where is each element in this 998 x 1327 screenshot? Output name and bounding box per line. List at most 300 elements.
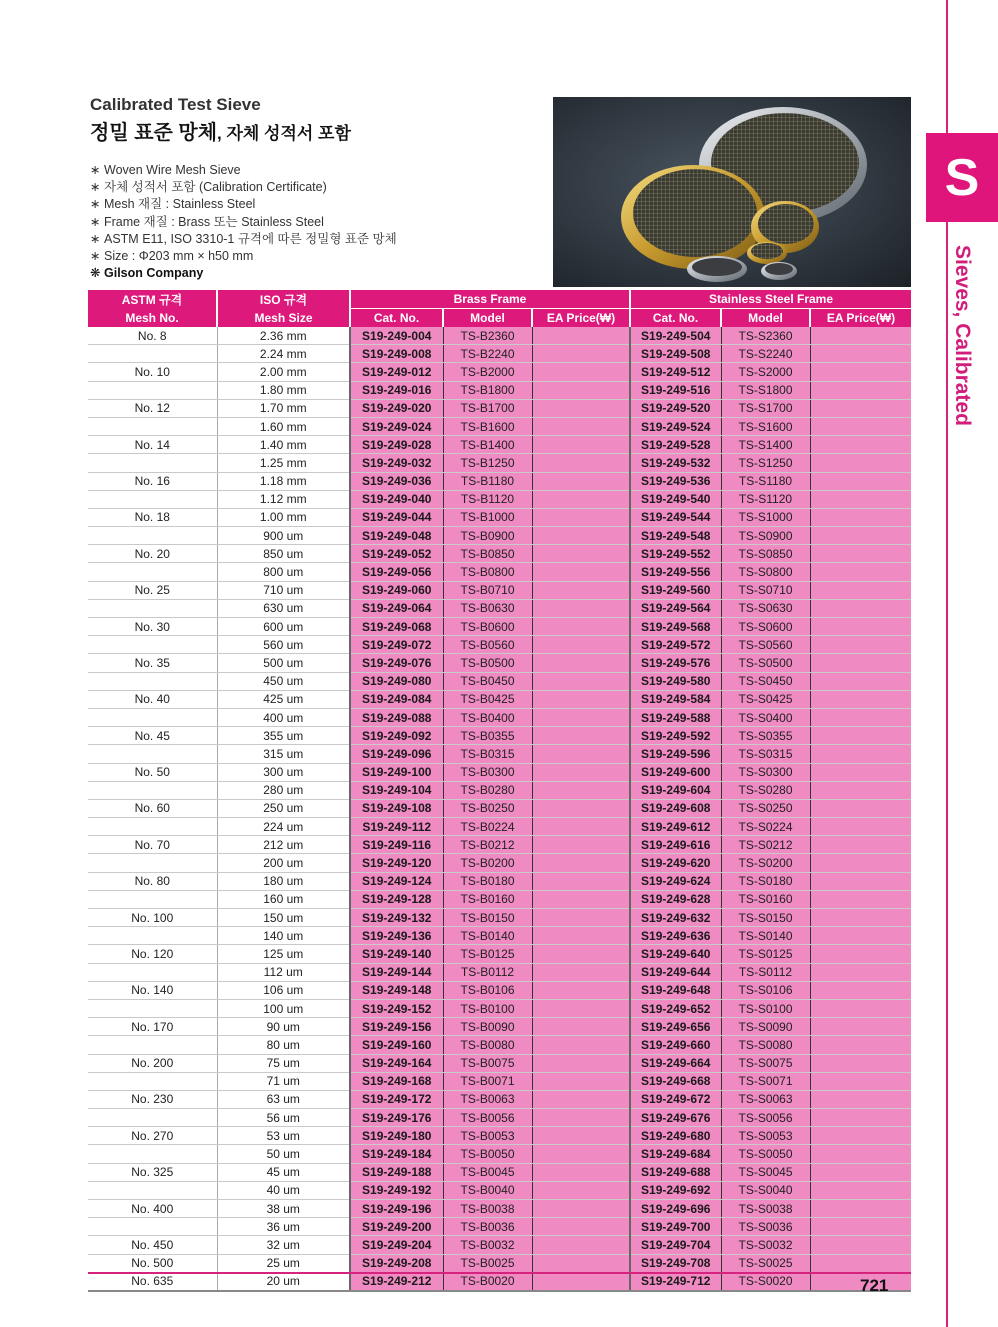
stainless-price-cell — [810, 1145, 911, 1163]
stainless-price-cell — [810, 1127, 911, 1145]
brass-model-cell: TS-B0250 — [443, 799, 532, 817]
brass-model-cell: TS-B1180 — [443, 472, 532, 490]
brass-model-cell: TS-B0100 — [443, 999, 532, 1017]
brass-model-cell: TS-B0056 — [443, 1109, 532, 1127]
table-row — [88, 854, 911, 872]
mesh-size-cell: 38 um — [217, 1200, 350, 1218]
stainless-cat-no-cell: S19-249-680 — [630, 1127, 721, 1145]
brass-price-cell — [532, 1145, 630, 1163]
stainless-price-cell — [810, 436, 911, 454]
stainless-price-cell — [810, 1109, 911, 1127]
mesh-size-cell: 180 um — [217, 872, 350, 890]
table-row — [88, 1145, 911, 1163]
stainless-cat-no-cell: S19-249-712 — [630, 1272, 721, 1291]
mesh-size-cell: 355 um — [217, 727, 350, 745]
stainless-cat-no-cell: S19-249-588 — [630, 708, 721, 726]
table-row — [88, 672, 911, 690]
table-row — [88, 745, 911, 763]
brass-model-cell: TS-B0450 — [443, 672, 532, 690]
brass-price-cell — [532, 818, 630, 836]
mesh-size-cell: 500 um — [217, 654, 350, 672]
table-row — [88, 690, 911, 708]
brass-price-cell — [532, 563, 630, 581]
table-row — [88, 563, 911, 581]
brass-cat-no-cell: S19-249-076 — [350, 654, 443, 672]
stainless-price-cell — [810, 599, 911, 617]
table-row — [88, 1018, 911, 1036]
table-row — [88, 1218, 911, 1236]
feature-item — [90, 179, 397, 196]
mesh-no-cell — [88, 345, 217, 363]
stainless-model-cell: TS-S0630 — [721, 599, 810, 617]
stainless-cat-no-cell: S19-249-628 — [630, 890, 721, 908]
stainless-cat-no-cell: S19-249-652 — [630, 999, 721, 1017]
mesh-no-cell: No. 400 — [88, 1200, 217, 1218]
title-korean — [90, 116, 351, 145]
brass-price-cell — [532, 618, 630, 636]
mesh-no-cell — [88, 1181, 217, 1199]
mesh-no-cell — [88, 890, 217, 908]
table-row — [88, 927, 911, 945]
stainless-cat-no-cell: S19-249-556 — [630, 563, 721, 581]
header-astm: ASTM 규격 — [88, 290, 217, 309]
mesh-no-cell — [88, 1036, 217, 1054]
stainless-price-cell — [810, 399, 911, 417]
brass-price-cell — [532, 472, 630, 490]
mesh-size-cell: 224 um — [217, 818, 350, 836]
brass-cat-no-cell: S19-249-132 — [350, 909, 443, 927]
brass-model-cell: TS-B0020 — [443, 1272, 532, 1291]
mesh-size-cell: 150 um — [217, 909, 350, 927]
brass-cat-no-cell: S19-249-092 — [350, 727, 443, 745]
stainless-price-cell — [810, 1054, 911, 1072]
brass-model-cell: TS-B0900 — [443, 527, 532, 545]
stainless-model-cell: TS-S0500 — [721, 654, 810, 672]
stainless-model-cell: TS-S0053 — [721, 1127, 810, 1145]
brass-model-cell: TS-B1800 — [443, 381, 532, 399]
brass-cat-no-cell: S19-249-108 — [350, 799, 443, 817]
table-row — [88, 1072, 911, 1090]
stainless-price-cell — [810, 708, 911, 726]
mesh-size-cell: 800 um — [217, 563, 350, 581]
brass-price-cell — [532, 1090, 630, 1108]
brass-model-cell: TS-B0071 — [443, 1072, 532, 1090]
brass-price-cell — [532, 1272, 630, 1291]
bullet-icon: ∗ — [90, 180, 101, 195]
brass-price-cell — [532, 690, 630, 708]
stainless-price-cell — [810, 545, 911, 563]
mesh-size-cell: 25 um — [217, 1254, 350, 1272]
brass-price-cell — [532, 1054, 630, 1072]
stainless-model-cell: TS-S2000 — [721, 363, 810, 381]
brass-price-cell — [532, 727, 630, 745]
stainless-model-cell: TS-S0075 — [721, 1054, 810, 1072]
stainless-price-cell — [810, 1036, 911, 1054]
mesh-no-cell — [88, 963, 217, 981]
brass-price-cell — [532, 436, 630, 454]
table-row — [88, 1036, 911, 1054]
stainless-cat-no-cell: S19-249-504 — [630, 327, 721, 345]
stainless-price-cell — [810, 1163, 911, 1181]
brass-cat-no-cell: S19-249-060 — [350, 581, 443, 599]
stainless-model-cell: TS-S0315 — [721, 745, 810, 763]
section-tab-letter: S — [944, 148, 980, 207]
mesh-size-cell: 100 um — [217, 999, 350, 1017]
brass-price-cell — [532, 508, 630, 526]
stainless-cat-no-cell: S19-249-620 — [630, 854, 721, 872]
feature-text: Size : Φ203 mm × h50 mm — [104, 249, 254, 264]
brass-model-cell: TS-B1000 — [443, 508, 532, 526]
table-row — [88, 945, 911, 963]
stainless-model-cell: TS-S1800 — [721, 381, 810, 399]
stainless-cat-no-cell: S19-249-536 — [630, 472, 721, 490]
feature-item — [90, 248, 397, 265]
brass-model-cell: TS-B0075 — [443, 1054, 532, 1072]
mesh-no-cell: No. 12 — [88, 399, 217, 417]
stainless-price-cell — [810, 1200, 911, 1218]
stainless-model-cell: TS-S0056 — [721, 1109, 810, 1127]
stainless-model-cell: TS-S0150 — [721, 909, 810, 927]
table-row — [88, 472, 911, 490]
brass-price-cell — [532, 799, 630, 817]
brass-model-cell: TS-B0090 — [443, 1018, 532, 1036]
table-row — [88, 581, 911, 599]
table-row — [88, 345, 911, 363]
table-row — [88, 454, 911, 472]
brass-model-cell: TS-B0212 — [443, 836, 532, 854]
mesh-size-cell: 106 um — [217, 981, 350, 999]
table-row — [88, 981, 911, 999]
brass-model-cell: TS-B0025 — [443, 1254, 532, 1272]
brass-cat-no-cell: S19-249-100 — [350, 763, 443, 781]
stainless-cat-no-cell: S19-249-656 — [630, 1018, 721, 1036]
stainless-cat-no-cell: S19-249-512 — [630, 363, 721, 381]
stainless-cat-no-cell: S19-249-580 — [630, 672, 721, 690]
bullet-icon: ∗ — [90, 214, 101, 229]
table-row — [88, 436, 911, 454]
stainless-price-cell — [810, 799, 911, 817]
feature-text: ASTM E11, ISO 3310-1 규격에 따른 정밀형 표준 망체 — [104, 231, 397, 246]
brass-cat-no-cell: S19-249-204 — [350, 1236, 443, 1254]
brass-cat-no-cell: S19-249-196 — [350, 1200, 443, 1218]
stainless-model-cell: TS-S0450 — [721, 672, 810, 690]
mesh-size-cell: 850 um — [217, 545, 350, 563]
mesh-size-cell: 200 um — [217, 854, 350, 872]
mesh-no-cell: No. 120 — [88, 945, 217, 963]
brass-cat-no-cell: S19-249-172 — [350, 1090, 443, 1108]
stainless-cat-no-cell: S19-249-596 — [630, 745, 721, 763]
mesh-no-cell: No. 170 — [88, 1018, 217, 1036]
stainless-cat-no-cell: S19-249-668 — [630, 1072, 721, 1090]
mesh-no-cell: No. 325 — [88, 1163, 217, 1181]
mesh-size-cell: 36 um — [217, 1218, 350, 1236]
brass-price-cell — [532, 1072, 630, 1090]
mesh-size-cell: 32 um — [217, 1236, 350, 1254]
brass-cat-no-cell: S19-249-104 — [350, 781, 443, 799]
mesh-no-cell — [88, 454, 217, 472]
mesh-size-cell: 90 um — [217, 1018, 350, 1036]
stainless-model-cell: TS-S0560 — [721, 636, 810, 654]
table-row — [88, 1054, 911, 1072]
brass-price-cell — [532, 581, 630, 599]
mesh-no-cell — [88, 417, 217, 435]
table-row — [88, 1200, 911, 1218]
mesh-size-cell: 280 um — [217, 781, 350, 799]
brass-model-cell: TS-B0850 — [443, 545, 532, 563]
mesh-no-cell: No. 230 — [88, 1090, 217, 1108]
stainless-model-cell: TS-S0250 — [721, 799, 810, 817]
stainless-model-cell: TS-S1700 — [721, 399, 810, 417]
brass-price-cell — [532, 1109, 630, 1127]
header-stainless-price: EA Price(₩) — [810, 309, 911, 328]
brass-price-cell — [532, 1200, 630, 1218]
stainless-price-cell — [810, 454, 911, 472]
brass-cat-no-cell: S19-249-188 — [350, 1163, 443, 1181]
table-row — [88, 654, 911, 672]
table-row — [88, 399, 911, 417]
stainless-model-cell: TS-S1600 — [721, 417, 810, 435]
stainless-model-cell: TS-S0025 — [721, 1254, 810, 1272]
brass-model-cell: TS-B0050 — [443, 1145, 532, 1163]
brass-cat-no-cell: S19-249-144 — [350, 963, 443, 981]
brass-cat-no-cell: S19-249-048 — [350, 527, 443, 545]
brass-price-cell — [532, 890, 630, 908]
stainless-price-cell — [810, 890, 911, 908]
feature-item — [90, 196, 397, 213]
mesh-no-cell — [88, 927, 217, 945]
brass-cat-no-cell: S19-249-052 — [350, 545, 443, 563]
table-row — [88, 545, 911, 563]
stainless-cat-no-cell: S19-249-708 — [630, 1254, 721, 1272]
brass-price-cell — [532, 599, 630, 617]
stainless-price-cell — [810, 581, 911, 599]
stainless-price-cell — [810, 963, 911, 981]
mesh-no-cell: No. 25 — [88, 581, 217, 599]
mesh-size-cell: 1.60 mm — [217, 417, 350, 435]
page-number: 721 — [860, 1276, 889, 1295]
brass-model-cell: TS-B0200 — [443, 854, 532, 872]
brass-model-cell: TS-B0032 — [443, 1236, 532, 1254]
brass-cat-no-cell: S19-249-128 — [350, 890, 443, 908]
feature-text: 자체 성적서 포함 (Calibration Certificate) — [104, 180, 327, 195]
brass-price-cell — [532, 854, 630, 872]
sieve-table — [88, 290, 911, 1292]
stainless-price-cell — [810, 1218, 911, 1236]
mesh-no-cell — [88, 999, 217, 1017]
feature-text: Mesh 재질 : Stainless Steel — [104, 197, 256, 212]
brass-price-cell — [532, 345, 630, 363]
mesh-size-cell: 212 um — [217, 836, 350, 854]
feature-item — [90, 265, 397, 282]
mesh-no-cell: No. 8 — [88, 327, 217, 345]
table-row — [88, 890, 911, 908]
stainless-price-cell — [810, 472, 911, 490]
mesh-no-cell: No. 500 — [88, 1254, 217, 1272]
brass-cat-no-cell: S19-249-080 — [350, 672, 443, 690]
product-photo — [553, 97, 911, 287]
mesh-no-cell — [88, 527, 217, 545]
brass-model-cell: TS-B1700 — [443, 399, 532, 417]
stainless-model-cell: TS-S0036 — [721, 1218, 810, 1236]
header-mesh-no: Mesh No. — [88, 309, 217, 328]
stainless-cat-no-cell: S19-249-688 — [630, 1163, 721, 1181]
brass-cat-no-cell: S19-249-036 — [350, 472, 443, 490]
brass-cat-no-cell: S19-249-008 — [350, 345, 443, 363]
mesh-size-cell: 63 um — [217, 1090, 350, 1108]
mesh-size-cell: 2.00 mm — [217, 363, 350, 381]
brass-cat-no-cell: S19-249-164 — [350, 1054, 443, 1072]
stainless-price-cell — [810, 654, 911, 672]
brass-model-cell: TS-B0180 — [443, 872, 532, 890]
stainless-price-cell — [810, 672, 911, 690]
stainless-price-cell — [810, 1072, 911, 1090]
mesh-no-cell: No. 635 — [88, 1272, 217, 1291]
stainless-price-cell — [810, 872, 911, 890]
brass-cat-no-cell: S19-249-112 — [350, 818, 443, 836]
brass-cat-no-cell: S19-249-020 — [350, 399, 443, 417]
brass-price-cell — [532, 763, 630, 781]
brass-cat-no-cell: S19-249-064 — [350, 599, 443, 617]
brass-model-cell: TS-B0630 — [443, 599, 532, 617]
brass-cat-no-cell: S19-249-152 — [350, 999, 443, 1017]
stainless-cat-no-cell: S19-249-508 — [630, 345, 721, 363]
feature-list — [90, 162, 397, 282]
brass-price-cell — [532, 1254, 630, 1272]
stainless-cat-no-cell: S19-249-704 — [630, 1236, 721, 1254]
stainless-cat-no-cell: S19-249-600 — [630, 763, 721, 781]
stainless-cat-no-cell: S19-249-540 — [630, 490, 721, 508]
table-row — [88, 872, 911, 890]
brass-cat-no-cell: S19-249-024 — [350, 417, 443, 435]
mesh-no-cell — [88, 1218, 217, 1236]
stainless-price-cell — [810, 818, 911, 836]
stainless-cat-no-cell: S19-249-636 — [630, 927, 721, 945]
stainless-model-cell: TS-S1250 — [721, 454, 810, 472]
mesh-no-cell: No. 10 — [88, 363, 217, 381]
bullet-icon: ∗ — [90, 249, 101, 264]
mesh-no-cell: No. 16 — [88, 472, 217, 490]
mesh-size-cell: 560 um — [217, 636, 350, 654]
stainless-cat-no-cell: S19-249-648 — [630, 981, 721, 999]
brass-cat-no-cell: S19-249-136 — [350, 927, 443, 945]
stainless-model-cell: TS-S1000 — [721, 508, 810, 526]
table-row — [88, 1236, 911, 1254]
brass-cat-no-cell: S19-249-084 — [350, 690, 443, 708]
mesh-size-cell: 300 um — [217, 763, 350, 781]
mesh-no-cell — [88, 1109, 217, 1127]
stainless-price-cell — [810, 417, 911, 435]
mesh-size-cell: 160 um — [217, 890, 350, 908]
brass-price-cell — [532, 363, 630, 381]
mesh-size-cell: 112 um — [217, 963, 350, 981]
stainless-cat-no-cell: S19-249-632 — [630, 909, 721, 927]
mesh-size-cell: 80 um — [217, 1036, 350, 1054]
mesh-size-cell: 71 um — [217, 1072, 350, 1090]
brass-price-cell — [532, 490, 630, 508]
stainless-price-cell — [810, 763, 911, 781]
brass-model-cell: TS-B1250 — [443, 454, 532, 472]
brass-model-cell: TS-B0125 — [443, 945, 532, 963]
stainless-price-cell — [810, 490, 911, 508]
stainless-price-cell — [810, 381, 911, 399]
stainless-model-cell: TS-S0280 — [721, 781, 810, 799]
footer-line — [88, 1272, 911, 1274]
brass-model-cell: TS-B0355 — [443, 727, 532, 745]
mesh-no-cell: No. 20 — [88, 545, 217, 563]
stainless-cat-no-cell: S19-249-608 — [630, 799, 721, 817]
title-english: Calibrated Test Sieve — [90, 95, 261, 114]
table-row — [88, 1254, 911, 1272]
mesh-no-cell: No. 14 — [88, 436, 217, 454]
mesh-no-cell: No. 50 — [88, 763, 217, 781]
mesh-no-cell: No. 40 — [88, 690, 217, 708]
stainless-model-cell: TS-S0160 — [721, 890, 810, 908]
mesh-no-cell — [88, 672, 217, 690]
stainless-model-cell: TS-S2360 — [721, 327, 810, 345]
stainless-cat-no-cell: S19-249-644 — [630, 963, 721, 981]
stainless-model-cell: TS-S0300 — [721, 763, 810, 781]
stainless-cat-no-cell: S19-249-700 — [630, 1218, 721, 1236]
stainless-model-cell: TS-S0212 — [721, 836, 810, 854]
brass-price-cell — [532, 454, 630, 472]
stainless-model-cell: TS-S0050 — [721, 1145, 810, 1163]
brass-price-cell — [532, 963, 630, 981]
mesh-size-cell: 140 um — [217, 927, 350, 945]
table-row — [88, 508, 911, 526]
brass-price-cell — [532, 1036, 630, 1054]
table-row — [88, 490, 911, 508]
stainless-model-cell: TS-S2240 — [721, 345, 810, 363]
brass-model-cell: TS-B2240 — [443, 345, 532, 363]
mesh-size-cell: 315 um — [217, 745, 350, 763]
stainless-cat-no-cell: S19-249-520 — [630, 399, 721, 417]
brass-cat-no-cell: S19-249-028 — [350, 436, 443, 454]
brass-model-cell: TS-B0106 — [443, 981, 532, 999]
table-row — [88, 1181, 911, 1199]
title-korean-sub: , 자체 성적서 포함 — [217, 124, 351, 143]
mesh-no-cell: No. 100 — [88, 909, 217, 927]
stainless-cat-no-cell: S19-249-552 — [630, 545, 721, 563]
mesh-size-cell: 1.40 mm — [217, 436, 350, 454]
mesh-no-cell — [88, 708, 217, 726]
brass-model-cell: TS-B0063 — [443, 1090, 532, 1108]
brass-cat-no-cell: S19-249-068 — [350, 618, 443, 636]
stainless-price-cell — [810, 854, 911, 872]
stainless-price-cell — [810, 327, 911, 345]
brass-cat-no-cell: S19-249-004 — [350, 327, 443, 345]
mesh-size-cell: 450 um — [217, 672, 350, 690]
stainless-cat-no-cell: S19-249-572 — [630, 636, 721, 654]
brass-price-cell — [532, 1181, 630, 1199]
section-tab — [926, 133, 998, 222]
stainless-price-cell — [810, 1018, 911, 1036]
brass-model-cell: TS-B0315 — [443, 745, 532, 763]
brass-model-cell: TS-B0112 — [443, 963, 532, 981]
mesh-no-cell: No. 270 — [88, 1127, 217, 1145]
mesh-no-cell: No. 80 — [88, 872, 217, 890]
header-brass-price: EA Price(₩) — [532, 309, 630, 328]
mesh-size-cell: 45 um — [217, 1163, 350, 1181]
stainless-cat-no-cell: S19-249-564 — [630, 599, 721, 617]
mesh-size-cell: 53 um — [217, 1127, 350, 1145]
stainless-cat-no-cell: S19-249-684 — [630, 1145, 721, 1163]
stainless-price-cell — [810, 945, 911, 963]
section-label: Sieves, Calibrated — [951, 245, 974, 426]
stainless-model-cell: TS-S1400 — [721, 436, 810, 454]
brass-cat-no-cell: S19-249-056 — [350, 563, 443, 581]
brass-price-cell — [532, 909, 630, 927]
brass-price-cell — [532, 981, 630, 999]
